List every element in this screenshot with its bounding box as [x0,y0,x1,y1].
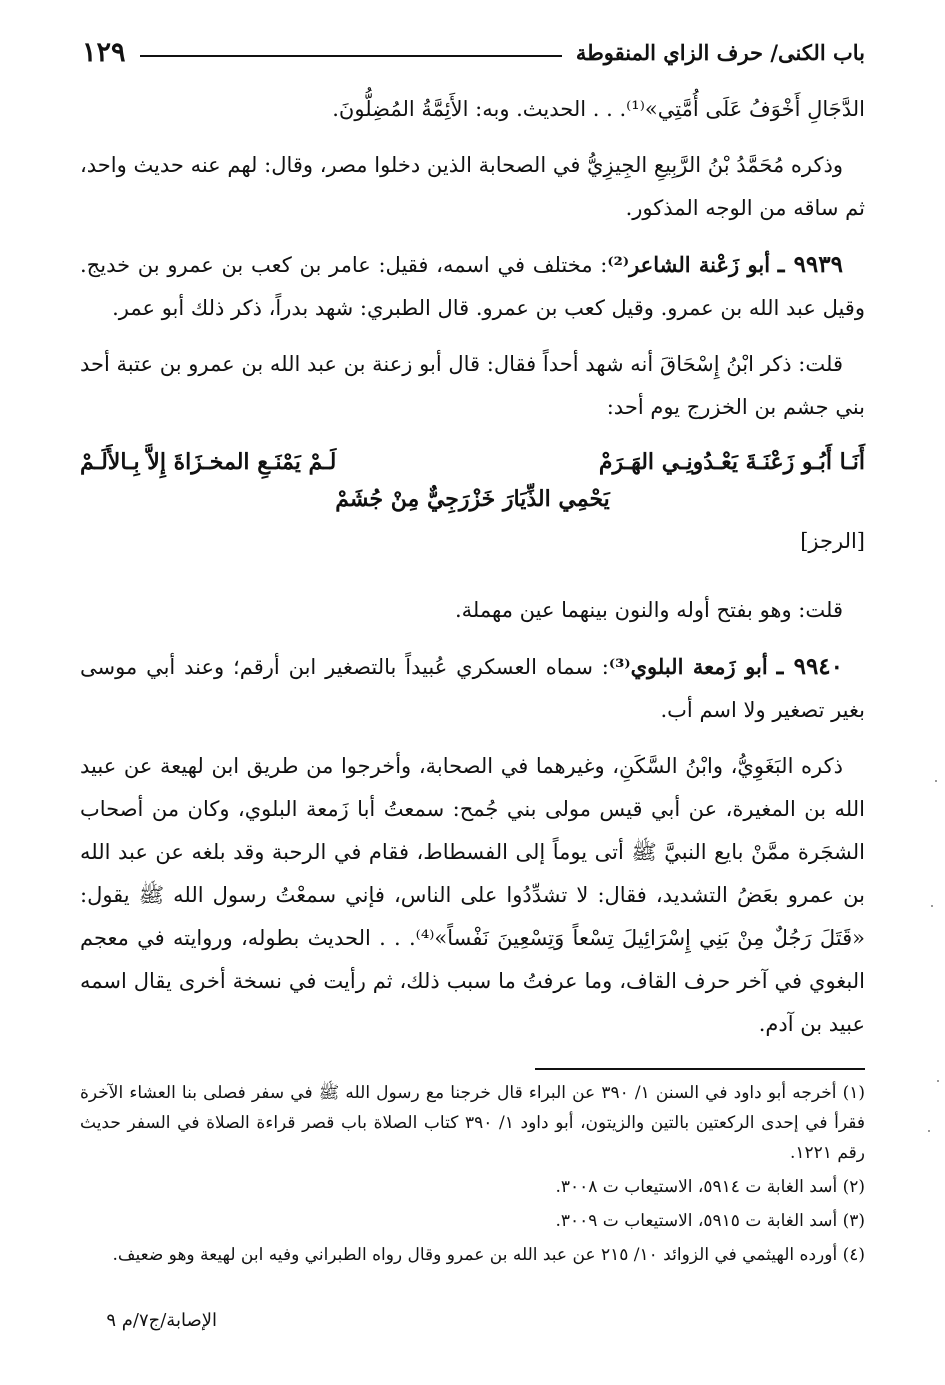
poem-verse-line: يَحْمِي الذِّيَارَ خَزْرَجِيٌّ مِنْ جُشَمْ [335,486,610,512]
entry-9939 [80,243,865,330]
paragraph: وذكره مُحَمَّدُ بْنُ الرَّبِيعِ الجِيزِيُّ في الصحابة الذين دخلوا مصر، وقال: لهم عنه حديث واحد، ثم ساقه من الوجه المذكور. [80,153,865,220]
entry-text: : سماه العسكري عُبيداً بالتصغير ابن أرقم؛ وعند أبي موسى بغير تصغير ولا اسم أب. [80,655,865,722]
entry-name: أبو زَعْنة الشاعر⁽²⁾ [607,252,771,277]
footnote-rule [535,1068,865,1070]
footnote: (٤) أورده الهيثمي في الزوائد ١٠/ ٢١٥ عن عبد الله بن عمرو وقال رواه الطبراني وفيه ابن لهيعة وهو ضعيف. [112,1245,865,1265]
footnotes [80,1078,865,1274]
footnote: (٣) أسد الغابة ت ٥٩١٥، الاستيعاب ت ٣٠٠٩. [555,1211,865,1231]
verse-first-hemistich: أَنَـا أَبُـو زَعْنَـةَ يَعْـدُونِـي الهَـرَمْ [598,449,865,475]
scan-speck [935,780,937,782]
footnote: (١) أخرجه أبو داود في السنن ١/ ٣٩٠ عن البراء قال خرجنا مع رسول الله ﷺ في سفر فصلى بنا العشاء الآخرة فقرأ في إحدى الركعتين بالتين والزيتون، أبو داود ١/ ٣٩٠ كتاب الصلاة باب قصر قراءة الصلاة في السفر حديث رقم ١٢٢١. [80,1083,865,1163]
header-rule [140,55,562,57]
scan-speck [937,1080,939,1082]
paragraph: الدَّجَالِ أَخْوَفُ عَلَى أُمَّتِي»⁽¹⁾. . . الحديث. وبه: الأَئِمَّةُ المُضِلُّونَ. [332,97,865,121]
paragraph: قلت: ذكر ابْنُ إِسْحَاقَ أنه شهد أحداً فقال: قال أبو زعنة بن عبد الله بن عمرو بن عتبة أحد بني جشم بن الخزرج يوم أحد: [80,352,865,419]
entry-9940 [80,645,865,732]
scan-speck [928,1130,930,1132]
scan-speck [931,905,933,907]
entry-text: : مختلف في اسمه، فقيل: عامر بن كعب بن عمرو بن خديج. وقيل عبد الله بن عمرو. وقيل كعب بن عمرو. قال الطبري: شهد بدراً، ذكر ذلك أبو عمر. [80,253,865,320]
footnote: (٢) أسد الغابة ت ٥٩١٤، الاستيعاب ت ٣٠٠٨. [555,1177,865,1197]
page-number: ١٢٩ [82,36,126,68]
printer-signature: الإصابة/ج٧/م ٩ [106,1310,217,1331]
page-header [82,32,865,72]
poem-meter: [الرجز] [800,529,865,553]
poem-verse [80,442,865,482]
verse-second-hemistich: لَـمْ يَمْنَـعِ المخـزَاةَ إِلاَّ بِـالأَلَـمْ [80,449,337,475]
running-title: باب الكنى/ حرف الزاي المنقوطة [575,39,865,65]
entry-number: ٩٩٤٠ ـ [776,653,844,680]
paragraph: ذكره البَغَوِيُّ، وابْنُ السَّكَنِ، وغيرهما في الصحابة، وأخرجوا من طريق ابن لهيعة عن عبيد الله بن المغيرة، عن أبي قيس مولى بني جُمح: سمعتُ أبا زَمعة البلوي، وكان من أصحاب الشجَرة ممَّنْ بايع النبيَّ ﷺ أتى يوماً إلى الفسطاط، فقام في الرحبة وقد بلغه عن عبد الله بن عمرو بعَضُ التشديد، فقال: لا تشدِّدُوا على الناس، فإني سمعْتُ رسول الله ﷺ يقول: «قَتَلَ رَجُلٌ مِنْ بَنِي إِسْرَائِيلَ تِسْعاً وَتِسْعِينَ نَفْساً»⁽⁴⁾. . . الحديث بطوله، وروايته في معجم البغوي في آخر حرف القاف، وما عرفتُ ما سبب ذلك، ثم رأيت في نسخة أخرى يقال اسمه عبيد بن آدم. [80,754,865,1036]
paragraph: قلت: وهو بفتح أوله والنون بينهما عين مهملة. [455,598,843,622]
entry-name: أبو زَمعة البلوي⁽³⁾ [608,654,768,679]
main-text [80,88,865,1059]
entry-number: ٩٩٣٩ ـ [777,251,843,278]
